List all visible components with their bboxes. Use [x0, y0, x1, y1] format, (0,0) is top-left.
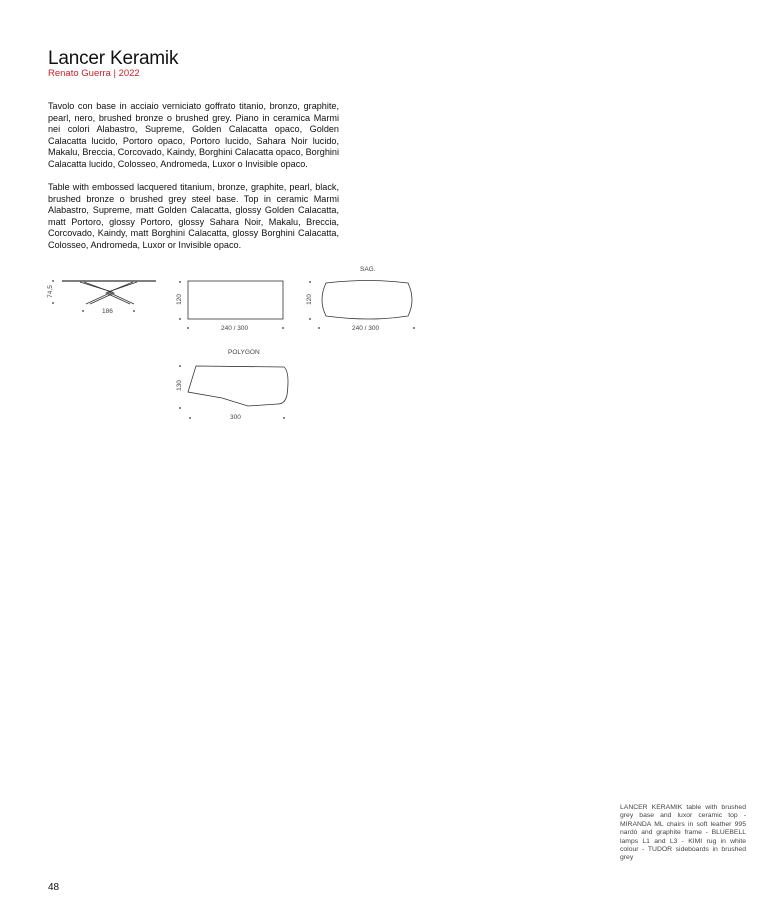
- sagomato-length-label: 240 / 300: [352, 325, 380, 332]
- rect-depth-label: 120: [175, 294, 183, 305]
- polygon-label: POLYGON: [228, 349, 260, 356]
- photo-caption: LANCER KERAMIK table with brushed grey base and luxor ceramic top - MIRANDA ML chairs in soft leather 995 nardò and graphite frame - BLUEBELL lamps L1 and L3 - KIMI rug in white colour - TUDOR sideboards in brushed grey: [620, 804, 746, 862]
- polygon-depth-label: 130: [175, 380, 183, 391]
- description-english: Table with embossed lacquered titanium, bronze, graphite, pearl, black, brushed bronze o brushed grey steel base. Top in ceramic Marmi Alabastro, Supreme, matt Golden Calacatta, glossy Golden Calacatta, matt Portoro, glossy Portoro, glossy Sahara Noir, Makalu, Breccia, Corcovado, Kaindy, matt Borghini Calacatta, glossy Borghini Calacatta, Colosseo, Andromeda, Luxor or Invisible opaco.: [48, 182, 339, 250]
- rectangular-top-drawing: [188, 281, 283, 319]
- sagomato-top-drawing: [322, 281, 412, 320]
- designer-year: Renato Guerra | 2022: [48, 68, 140, 79]
- page-number: 48: [48, 882, 60, 893]
- polygon-top-drawing: [188, 366, 288, 406]
- sagomato-label: SAG.: [360, 266, 376, 273]
- rect-length-label: 240 / 300: [221, 325, 249, 332]
- polygon-length-label: 300: [230, 414, 241, 421]
- product-title: Lancer Keramik: [48, 48, 179, 69]
- description-italian: Tavolo con base in acciaio verniciato goffrato titanio, bronzo, graphite, pearl, nero, brushed bronze o brushed grey. Piano in ceramica Marmi nei colori Alabastro, Supreme, Golden Calacatta opaco, Golden Calacatta lucido, Portoro opaco, Portoro lucido, Sahara Noir lucido, Makalu, Breccia, Corcovado, Kaindy, Borghini Calacatta opaco, Borghini Calacatta lucido, Colosseo, Andromeda, Luxor o Invisible opaco.: [48, 101, 339, 169]
- side-view-drawing: [62, 281, 156, 304]
- side-height-label: 74,5: [46, 285, 54, 298]
- side-width-label: 186: [102, 308, 113, 315]
- sagomato-depth-label: 120: [305, 294, 313, 305]
